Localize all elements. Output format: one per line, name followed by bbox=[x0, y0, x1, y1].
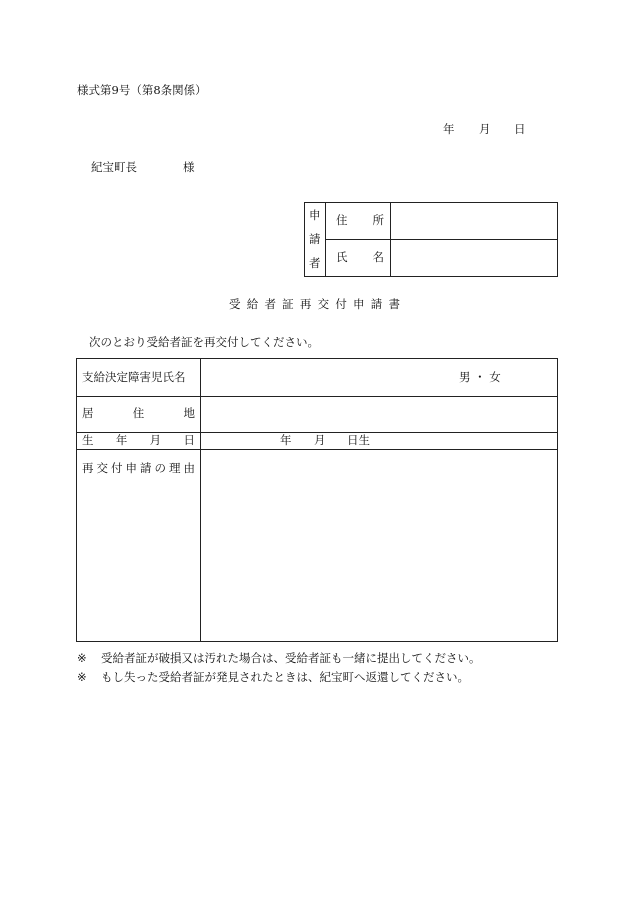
main-table-row-divider-3 bbox=[76, 449, 558, 450]
reason-label-char: の bbox=[154, 461, 166, 475]
title-char: 交 bbox=[317, 297, 330, 311]
addressee-name: 紀宝町長 bbox=[91, 160, 137, 174]
child-name-label: 支給決定障害児氏名 bbox=[82, 370, 186, 384]
name-label-char-1: 氏 bbox=[336, 250, 348, 264]
title-char: 付 bbox=[335, 297, 347, 311]
gender-options[interactable]: 男 ・ 女 bbox=[459, 370, 501, 384]
title-char: 給 bbox=[246, 297, 259, 311]
reason-label-char: 交 bbox=[96, 461, 108, 475]
intro-text: 次のとおり受給者証を再交付してください。 bbox=[89, 335, 319, 349]
title-char: 再 bbox=[299, 297, 312, 311]
main-table-row-divider-1 bbox=[76, 396, 558, 397]
reason-label-char: 理 bbox=[169, 461, 181, 475]
title-char: 申 bbox=[353, 297, 365, 311]
date-month-label: 月 bbox=[479, 122, 491, 136]
addressee-honorific: 様 bbox=[183, 160, 195, 174]
title-char: 受 bbox=[229, 297, 241, 311]
title-char: 請 bbox=[370, 297, 383, 311]
applicant-side-char-2: 請 bbox=[309, 232, 321, 246]
reason-label-char: 由 bbox=[183, 461, 195, 475]
residence-label-char-2: 住 bbox=[132, 406, 145, 420]
birthdate-label bbox=[82, 435, 195, 447]
birthdate-day-label: 日生 bbox=[347, 433, 370, 447]
reason-label-char: 再 bbox=[82, 461, 94, 475]
residence-label-char-3: 地 bbox=[183, 406, 195, 420]
birthdate-month-label: 月 bbox=[314, 433, 326, 447]
date-day-label: 日 bbox=[514, 122, 526, 136]
residence-label-char-1: 居 bbox=[82, 406, 94, 420]
form-number: 様式第9号（第8条関係） bbox=[77, 83, 207, 97]
title-char: 者 bbox=[264, 297, 276, 311]
residence-label bbox=[82, 408, 195, 420]
birthdate-label-char-4: 日 bbox=[183, 433, 195, 447]
applicant-side-char-3: 者 bbox=[309, 256, 321, 270]
address-field[interactable] bbox=[398, 215, 548, 229]
birthdate-year-label: 年 bbox=[280, 433, 292, 447]
note-text: 受給者証が破損又は汚れた場合は、受給者証も一緒に提出してください。 bbox=[101, 651, 481, 665]
address-label bbox=[336, 215, 384, 227]
reason-label-char: 申 bbox=[125, 461, 137, 475]
birthdate-label-char-1: 生 bbox=[82, 433, 94, 447]
main-table-col-divider bbox=[200, 358, 201, 642]
note-text: もし失った受給者証が発見されたときは、紀宝町へ返還してください。 bbox=[101, 670, 469, 684]
reason-field[interactable] bbox=[206, 456, 552, 636]
title-char: 書 bbox=[388, 297, 400, 311]
name-field[interactable] bbox=[398, 252, 548, 266]
reason-label bbox=[82, 463, 195, 475]
birthdate-label-char-3: 月 bbox=[149, 433, 162, 447]
birthdate-label-char-2: 年 bbox=[115, 433, 128, 447]
note-mark: ※ bbox=[77, 651, 87, 665]
document-title bbox=[229, 299, 400, 311]
title-char: 証 bbox=[282, 297, 294, 311]
address-label-char-1: 住 bbox=[336, 213, 348, 227]
reason-label-char: 請 bbox=[140, 461, 152, 475]
reason-label-char: 付 bbox=[111, 461, 123, 475]
applicant-box-row-divider bbox=[325, 239, 558, 240]
name-label bbox=[336, 252, 384, 264]
note-mark: ※ bbox=[77, 670, 87, 684]
date-year-label: 年 bbox=[443, 122, 455, 136]
applicant-side-char-1: 申 bbox=[309, 208, 321, 222]
address-label-char-2: 所 bbox=[372, 213, 384, 227]
name-label-char-2: 名 bbox=[372, 250, 384, 264]
